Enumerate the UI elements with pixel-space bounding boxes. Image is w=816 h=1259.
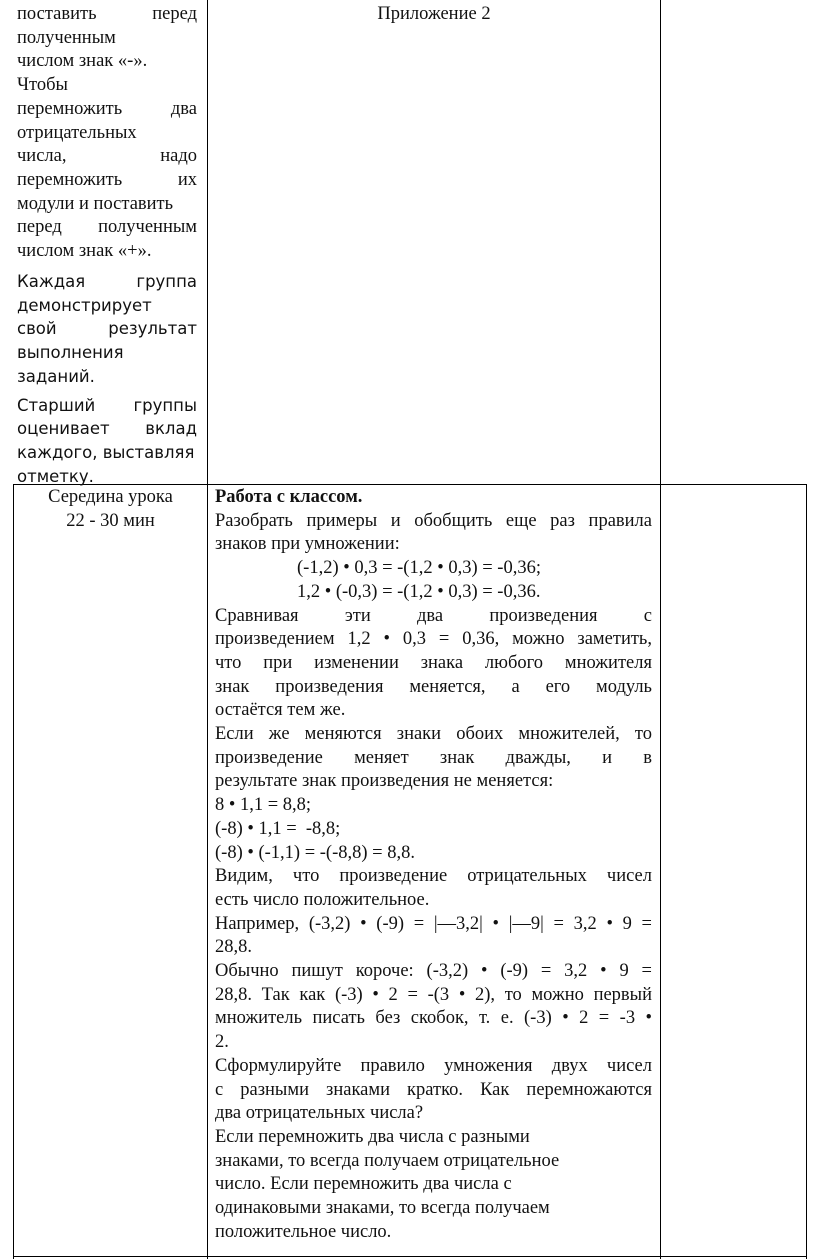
text-line: знак произведения меняется, а его модуль — [215, 676, 652, 697]
formula-line: 1,2 • (-0,3) = -(1,2 • 0,3) = -0,36. — [297, 581, 541, 602]
formula-line: 8 • 1,1 = 8,8; — [215, 795, 312, 816]
text-line: с разными знаками кратко. Как перемножаются — [215, 1079, 652, 1100]
text-line: модули и поставить — [17, 193, 174, 214]
text-line: есть число положительное. — [215, 889, 430, 910]
text-line: Если же меняются знаки обоих множителей, то — [215, 724, 652, 745]
text-line: Видим, что произведение отрицательных чисел — [215, 866, 652, 887]
text-line: Сравнивая эти два произведения с — [215, 605, 652, 626]
text-line: перед полученным — [17, 217, 197, 238]
text-line: результате знак произведения не меняется: — [215, 771, 554, 792]
text-line: число. Если перемножить два числа с — [215, 1174, 512, 1195]
text-line: 2. — [215, 1032, 229, 1053]
text-line: Например, (-3,2) • (-9) = |—3,2| • |—9| = 3,2 • 9 = — [215, 913, 652, 934]
text-line: числа, надо — [17, 146, 197, 167]
text-line: выполнения — [17, 343, 124, 363]
text-line: заданий. — [17, 366, 95, 386]
table-border-bottom — [13, 1256, 807, 1257]
class-work-cell — [215, 486, 652, 1245]
text-line: числом знак «+». — [17, 241, 152, 262]
text-line: положительное число. — [215, 1221, 392, 1242]
table-border-right — [806, 484, 807, 1259]
formula-line: (-1,2) • 0,3 = -(1,2 • 0,3) = -0,36; — [297, 558, 541, 579]
text-line: что при изменении знака любого множителя — [215, 652, 652, 673]
text-line: каждого, выставляя — [17, 442, 195, 462]
text-line: отметку. — [17, 466, 94, 486]
text-line: перемножить их — [17, 169, 197, 190]
text-line: оценивает вклад — [17, 419, 197, 439]
text-line: одинаковыми знаками, то всегда получаем — [215, 1198, 550, 1219]
table-border-top-right — [660, 0, 661, 484]
text-line: два отрицательных числа? — [215, 1103, 424, 1124]
text-line: Чтобы — [17, 75, 68, 96]
text-line: полученным — [17, 27, 116, 48]
row1-left-cell-group-work — [17, 270, 197, 488]
table-border-left — [13, 484, 14, 1259]
text-line: отрицательных — [17, 122, 137, 143]
column-divider-1 — [207, 0, 208, 1259]
text-line: 28,8. — [215, 937, 252, 958]
formula-line: (-8) • (-1,1) = -(-8,8) = 8,8. — [215, 842, 415, 863]
text-line: свой результат — [17, 319, 197, 339]
text-line: поставить перед — [17, 4, 197, 24]
text-line: демонстрирует — [17, 295, 152, 315]
formula-line: (-8) • 1,1 = -8,8; — [215, 818, 341, 839]
text-line: 28,8. Так как (-3) • 2 = -(3 • 2), то можно первый — [215, 984, 652, 1005]
text-line: Если перемножить два числа с разными — [215, 1126, 530, 1147]
text-line: Каждая группа — [17, 272, 197, 291]
text-line: произведением 1,2 • 0,3 = 0,36, можно заметить, — [215, 629, 652, 650]
column-divider-2 — [660, 484, 661, 1259]
text-line: остаётся тем же. — [215, 700, 346, 721]
text-line: числом знак «-». — [17, 51, 148, 72]
text-line: Разобрать примеры и обобщить еще раз правила — [215, 510, 652, 531]
lesson-stage-cell — [14, 486, 207, 533]
section-heading: Работа с классом. — [215, 487, 363, 507]
text-line: знаками, то всегда получаем отрицательное — [215, 1150, 560, 1171]
appendix-label: Приложение 2 — [377, 4, 491, 24]
text-line: знаков при умножении: — [215, 534, 400, 555]
lesson-stage: Середина урока — [48, 487, 173, 507]
text-line: произведение меняет знак дважды, и в — [215, 747, 652, 768]
text-line: перемножить два — [17, 98, 197, 119]
text-line: Старший группы — [17, 395, 197, 415]
text-line: Обычно пишут короче: (-3,2) • (-9) = 3,2 • 9 = — [215, 961, 652, 982]
lesson-stage-time: 22 - 30 мин — [66, 510, 155, 531]
text-line: множитель писать без скобок, т. е. (-3) • 2 = -3 • — [215, 1008, 652, 1029]
row1-left-cell — [17, 3, 197, 264]
text-line: Сформулируйте правило умножения двух чисел — [215, 1055, 652, 1076]
